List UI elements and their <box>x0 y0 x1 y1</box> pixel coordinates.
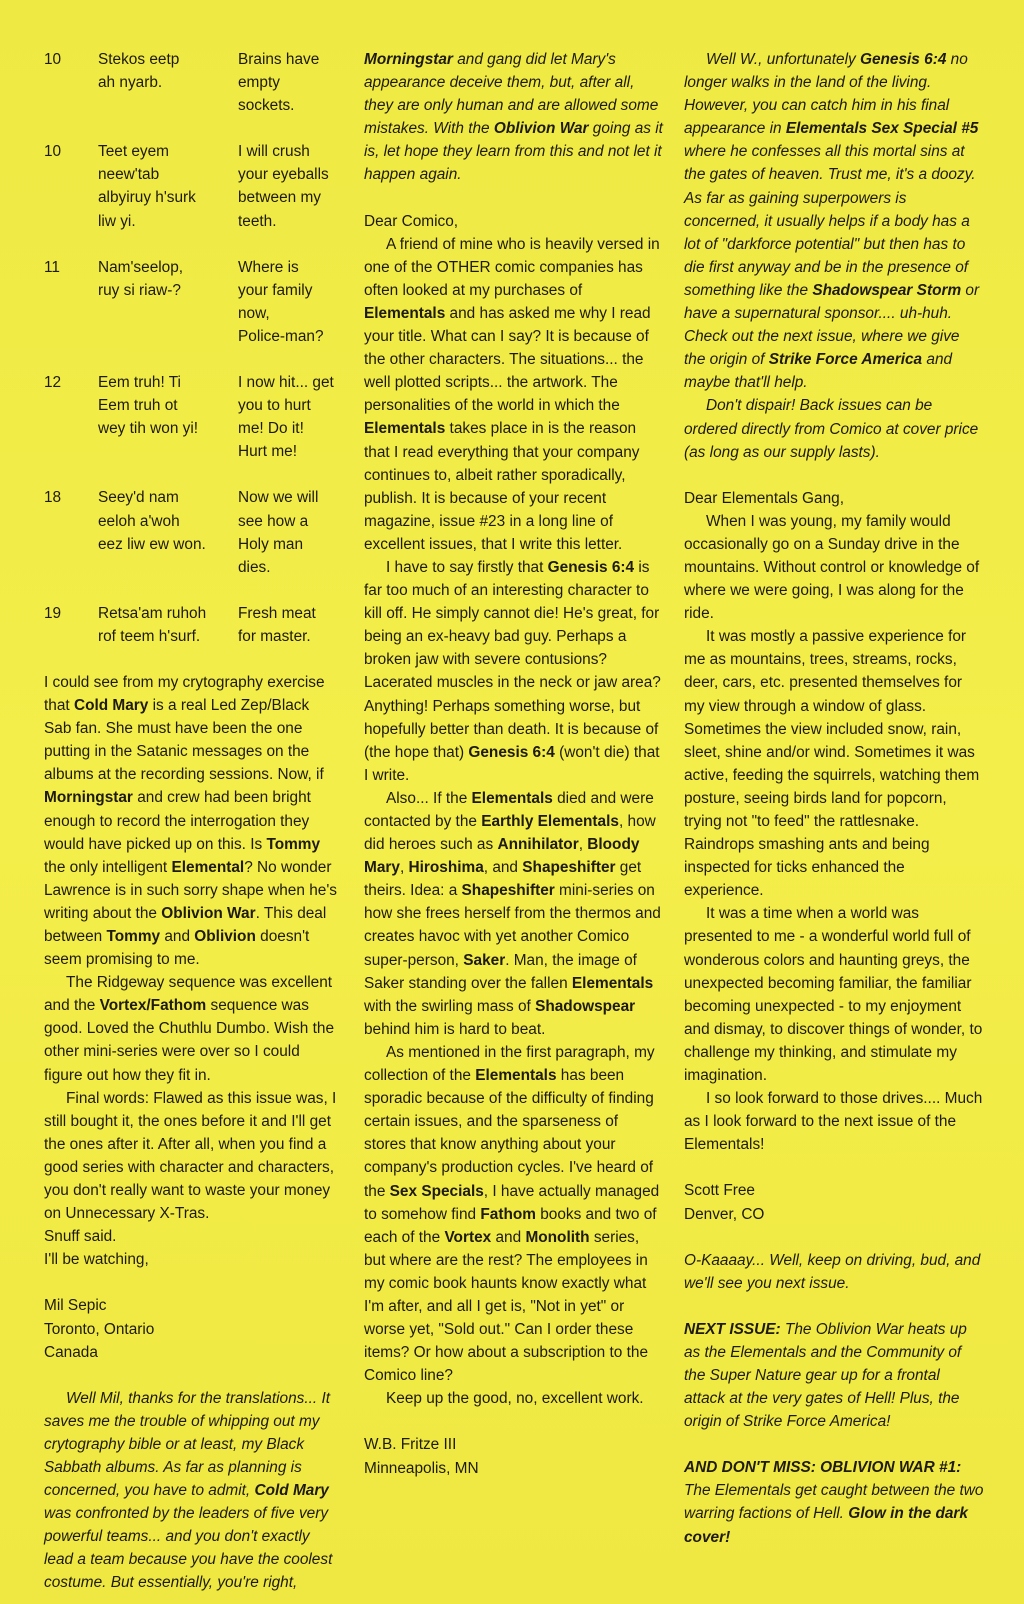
paragraph-text: and <box>160 928 195 945</box>
translation-code: Stekos eetp ah nyarb. <box>98 51 180 92</box>
letter3-salutation: Dear Elementals Gang, <box>684 489 844 507</box>
paragraph-text: ? No wonder Lawrence is in such sorry shape when he's writing about the <box>44 858 337 922</box>
emphasized-name: Shadowspear <box>535 997 636 1015</box>
paragraph-text: (won't die) that I write. <box>364 743 660 784</box>
emphasized-name: Oblivion War <box>161 904 256 922</box>
letter2-paragraph <box>364 1041 664 1387</box>
dont-miss-label: AND DON'T MISS: OBLIVION WAR #1: <box>684 1459 962 1477</box>
reply-text: going as it is, let hope they learn from this and not let it happen again. <box>364 120 663 184</box>
paragraph-text: Also... If the <box>386 789 472 807</box>
reply-text: Well Mil, thanks for the translations... It saves me the trouble of whipping out my crytography bible or at least, my Black Sabbath albums. As far as planning is concerned, you have to admit, <box>44 1389 331 1500</box>
paragraph-text: with the swirling mass of <box>364 997 536 1015</box>
translation-row <box>44 602 340 648</box>
paragraph-text: I could see from my crytography exercise that <box>44 673 325 715</box>
emphasized-name: Elementals <box>471 789 553 807</box>
reply-name: Oblivion War <box>493 120 589 138</box>
editor-reply-2 <box>684 48 984 394</box>
emphasized-name: Oblivion <box>194 928 256 945</box>
emphasized-name: Shadowspear Storm <box>812 281 962 299</box>
editor-reply-1 <box>44 1387 340 1595</box>
translation-meaning: I now hit... get you to hurt me! Do it! Hurt me! <box>238 374 334 461</box>
translation-meaning: I will crush your eyeballs between my teeth. <box>238 143 329 230</box>
dont-miss-highlight: Glow in the dark cover! <box>684 1505 968 1546</box>
paragraph-text: get theirs. Idea: a <box>364 859 642 900</box>
translation-code: Retsa'am ruhoh rof teem h'surf. <box>98 604 207 645</box>
paragraph-text: and <box>491 1228 526 1246</box>
emphasized-name: Genesis 6:4 <box>859 51 947 68</box>
paragraph-text: , <box>399 859 409 877</box>
emphasized-name: Vortex <box>444 1228 492 1246</box>
paragraph-text: The Ridgeway sequence was excellent and the <box>44 974 333 1015</box>
emphasized-name: Elementals <box>364 304 446 322</box>
letter3-paragraph: I so look forward to those drives.... Much as I look forward to the next issue of the Elementals! <box>684 1090 983 1154</box>
paragraph-text: doesn't seem promising to me. <box>44 928 310 969</box>
emphasized-name: Monolith <box>525 1228 590 1246</box>
emphasized-name: Bloody Mary <box>364 836 640 877</box>
translation-table <box>44 48 340 648</box>
letter3-paragraph: It was a time when a world was presented to me - a wonderful world full of wonderous colors and haunting greys, the unexpected becoming familiar, the familiar becoming unexpected - to my enjoyment and dismay, to discover things of wonder, to challenge my thinking, and stimulate my imagination. <box>684 905 983 1085</box>
emphasized-name: Vortex/Fathom <box>99 997 207 1015</box>
paragraph-text: the only intelligent <box>44 858 172 876</box>
letter2-paragraph <box>364 787 664 1041</box>
column-middle <box>364 48 664 1480</box>
paragraph-text: is a real Led Zep/Black Sab fan. She must have been the one putting in the Satanic messages on the albums at the recording sessions. Now, if <box>44 697 324 784</box>
paragraph-text: is far too much of an interesting character to kill off. He simply cannot die! He's great, for being an ex-heavy bad guy. Perhaps a broken jaw with severe contusions? Lacerated muscles in the neck or jaw area? Anything! Perhaps something worse, but hopefully better than death. It is because of (the hope that) <box>364 558 661 761</box>
emphasized-name: Tommy <box>266 835 321 853</box>
emphasized-name: Annihilator <box>497 836 579 854</box>
editor-reply-3: O-Kaaaay... Well, keep on driving, bud, and we'll see you next issue. <box>684 1251 981 1292</box>
emphasized-name: Cold Mary <box>73 697 149 715</box>
paragraph-text: A friend of mine who is heavily versed in one of the OTHER comic companies has often looked at my purchases of <box>364 235 660 299</box>
emphasized-name: Strike Force America <box>768 351 923 369</box>
emphasized-name: Saker <box>463 951 506 969</box>
translation-number: 19 <box>44 604 62 622</box>
letter1-paragraph <box>44 971 340 1086</box>
translation-number: 12 <box>44 374 62 392</box>
paragraph-text: behind him is hard to beat. <box>364 1020 546 1038</box>
emphasized-name: Fathom <box>480 1205 536 1223</box>
letter1-closing: I'll be watching, <box>44 1251 149 1269</box>
paragraph-text: mini-series on how she frees herself from the thermos and creates havoc with yet another Comico super-person, <box>364 882 661 969</box>
letter1-paragraph: Snuff said. <box>44 1228 117 1246</box>
translation-code: Seey'd nam eeloh a'woh eez liw ew won. <box>98 489 206 553</box>
translation-code: Eem truh! Ti Eem truh ot wey tih won yi! <box>98 374 199 438</box>
letter2-signature: W.B. Fritze III Minneapolis, MN <box>364 1436 479 1477</box>
paragraph-text: takes place in is the reason that I read everything that your company continues to, albeit rather sporadically, publish. It is because of your recent magazine, issue #23 in a long line of excellent issues, that I write this letter. <box>364 420 640 553</box>
reply-text: was confronted by the leaders of five very powerful teams... and you don't exactly lead a team because you have the coolest costume. But essentially, you're right, <box>44 1505 333 1592</box>
paragraph-text: , and <box>483 859 523 877</box>
letter2-paragraph <box>364 233 664 556</box>
emphasized-name: Tommy <box>106 928 161 945</box>
editor-reply-1-continued <box>364 48 664 187</box>
emphasized-name: Elementals Sex Special #5 <box>785 120 979 138</box>
emphasized-name: Shapeshifter <box>522 859 616 877</box>
letter2-closing: Keep up the good, no, excellent work. <box>386 1390 644 1408</box>
translation-number: 10 <box>44 143 62 161</box>
translation-meaning: Fresh meat for master. <box>238 604 316 645</box>
translation-number: 18 <box>44 489 62 507</box>
paragraph-text: Well W., unfortunately <box>706 51 860 68</box>
paragraph-text: or have a supernatural sponsor.... uh-huh. Check out the next issue, where we give the origin of <box>684 281 980 369</box>
paragraph-text: , I have actually managed to somehow find <box>364 1182 660 1223</box>
paragraph-text: where he confesses all this mortal sins at the gates of heaven. Trust me, it's a doozy. As far as gaining superpowers is concerned, it usually helps if a body has a lot of "darkforce potential" but then has to die first anyway and be in the presence of something like the <box>684 143 976 299</box>
editor-reply-2: Don't dispair! Back issues can be ordered directly from Comico at cover price (as long as our supply lasts). <box>684 397 979 461</box>
emphasized-name: Hiroshima <box>408 859 484 877</box>
emphasized-name: Elementals <box>571 974 654 992</box>
paragraph-text: , <box>578 836 588 854</box>
paragraph-text: and maybe that'll help. <box>684 351 953 392</box>
next-issue-blurb <box>684 1318 984 1433</box>
paragraph-text: has been sporadic because of the difficulty of finding certain issues, and the sparseness of stores that know anything about your company's production cycles. I've heard of the <box>364 1067 654 1200</box>
emphasized-name: Elemental <box>171 858 245 876</box>
paragraph-text: and crew had been bright enough to record the interrogation they would have picked up on this. Is <box>44 789 311 853</box>
paragraph-text: died and were contacted by the <box>364 789 654 830</box>
translation-row <box>44 371 340 463</box>
paragraph-text: books and two of each of the <box>364 1205 657 1246</box>
letter1-paragraph: Final words: Flawed as this issue was, I still bought it, the ones before it and I'll get the ones after it. After all, when you find a good series with character and characters, you don't really want to waste your money on Unnecessary X-Tras. <box>44 1089 337 1223</box>
translation-meaning: Where is your family now, Police-man? <box>238 258 324 345</box>
reply-name: Cold Mary <box>254 1482 329 1500</box>
letter3-signature: Scott Free Denver, CO <box>684 1182 765 1223</box>
translation-code: Nam'seelop, ruy si riaw-? <box>98 258 184 299</box>
emphasized-name: Genesis 6:4 <box>547 558 635 576</box>
letter1-paragraph <box>44 671 340 971</box>
dont-miss-blurb <box>684 1456 984 1548</box>
translation-meaning: Now we will see how a Holy man dies. <box>238 489 319 576</box>
paragraph-text: . Man, the image of Saker standing over the fallen <box>364 951 637 992</box>
emphasized-name: Morningstar <box>44 789 133 807</box>
paragraph-text: I have to say firstly that <box>386 558 548 576</box>
letter2-paragraph <box>364 556 664 787</box>
translation-row <box>44 486 340 578</box>
paragraph-text: . This deal between <box>44 904 327 945</box>
translation-row <box>44 48 340 117</box>
letter2-salutation: Dear Comico, <box>364 212 459 230</box>
paragraph-text: series, but where are the rest? The employees in my comic book haunts know exactly what I'm after, and all I get is, "Not in yet" or worse yet, "Sold out." Can I order these items? Or how about a subscription to the Comico line? <box>364 1228 649 1385</box>
translation-row <box>44 140 340 232</box>
paragraph-text: sequence was good. Loved the Chuthlu Dumbo. Wish the other mini-series were over so I could figure out how they fit in. <box>44 997 335 1084</box>
next-issue-text: The Oblivion War heats up as the Elementals and the Community of the Super Nature gear up for a frontal attack at the very gates of Hell! Plus, the origin of Strike Force America! <box>684 1320 967 1431</box>
emphasized-name: Elementals <box>475 1067 557 1085</box>
emphasized-name: Genesis 6:4 <box>468 743 555 761</box>
emphasized-name: Elementals <box>364 420 446 438</box>
translation-meaning: Brains have empty sockets. <box>238 51 320 115</box>
reply-text: and gang did let Mary's appearance deceive them, but, after all, they are only human and are allowed some mistakes. With the <box>364 51 659 138</box>
next-issue-label: NEXT ISSUE: <box>684 1320 781 1338</box>
reply-name: Morningstar <box>364 51 453 68</box>
letter1-signature: Mil Sepic Toronto, Ontario Canada <box>44 1297 155 1361</box>
translation-number: 10 <box>44 51 62 68</box>
paragraph-text: , how did heroes such as <box>364 813 656 854</box>
column-right <box>684 48 984 1549</box>
emphasized-name: Shapeshifter <box>461 882 555 900</box>
translation-code: Teet eyem neew'tab albyiruy h'surk liw yi. <box>98 143 196 230</box>
emphasized-name: Earthly Elementals <box>481 813 619 830</box>
paragraph-text: no longer walks in the land of the living. However, you can catch him in his final appearance in <box>684 51 968 138</box>
column-left <box>44 48 340 1595</box>
translation-row <box>44 256 340 348</box>
letter3-paragraph: It was mostly a passive experience for me as mountains, trees, streams, rocks, deer, cars, etc. presented themselves for my view through a window of glass. Sometimes the view included snow, rain, sleet, shine and/or wind. Sometimes it was active, feeding the squirrels, watching them posture, seeing birds land for popcorn, trying not "to feed" the rattlesnake. Raindrops smashing ants and being inspected for ticks enhanced the experience. <box>684 628 980 900</box>
emphasized-name: Sex Specials <box>389 1182 484 1200</box>
translation-number: 11 <box>44 258 60 276</box>
paragraph-text: As mentioned in the first paragraph, my collection of the <box>364 1043 655 1085</box>
letter3-paragraph: When I was young, my family would occasionally go on a Sunday drive in the mountains. Without control or knowledge of where we were going, I was along for the ride. <box>684 512 980 623</box>
dont-miss-text: The Elementals get caught between the two warring factions of Hell. <box>684 1482 984 1523</box>
paragraph-text: and has asked me why I read your title. What can I say? It is because of the other characters. The situations... the well plotted scripts... the artwork. The personalities of the world in which the <box>364 304 651 415</box>
